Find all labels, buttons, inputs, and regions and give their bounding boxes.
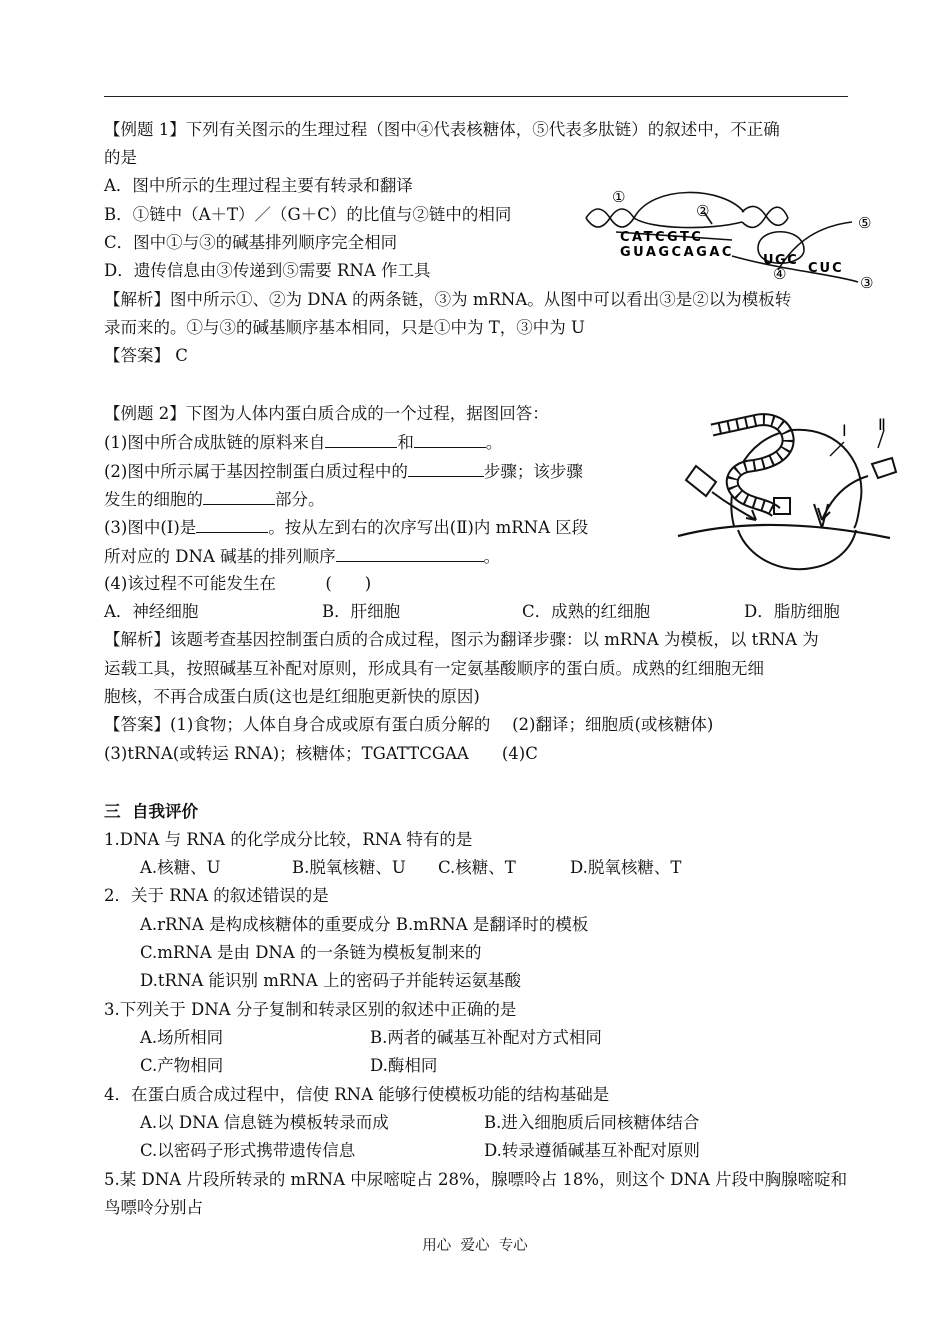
figure-seq-top: CATCGTC [620,230,704,245]
ex1-option-a: A．图中所示的生理过程主要有转录和翻译 [104,176,413,195]
q1-option-a: A.核糖、U [140,858,221,877]
figure-label-I: Ⅰ [842,421,847,440]
q1-stem: 1.DNA 与 RNA 的化学成分比较，RNA 特有的是 [104,830,473,849]
figure-label-2: ② [696,202,710,220]
header-rule [104,96,848,97]
q4-option-b: B.进入细胞质后同核糖体结合 [484,1113,700,1132]
ex2-q2: (2)图中所示属于基因控制蛋白质过程中的 步骤；该步骤 [104,462,583,481]
figure-label-3: ③ [860,274,874,290]
ex1-option-c: C．图中①与③的碱基排列顺序完全相同 [104,233,398,252]
figure-label-4: ④ [773,265,787,283]
ex2-choice-b: B．肝细胞 [322,602,401,621]
q3-option-b: B.两者的碱基互补配对方式相同 [370,1028,602,1047]
transcription-figure [582,178,882,290]
section-heading: 三 自我评价 [104,802,198,821]
ex2-choice-d: D．脂肪细胞 [744,602,840,621]
ex2-analysis-cont2: 胞核，不再合成蛋白质(这也是红细胞更新快的原因) [104,687,480,706]
ex2-q3-cont: 所对应的 DNA 碱基的排列顺序 。 [104,547,501,566]
q4-option-a: A.以 DNA 信息链为模板转录而成 [140,1113,389,1132]
ex2-analysis: 【解析】该题考查基因控制蛋白质的合成过程，图示为翻译步骤：以 mRNA 为模板，以 tRNA 为 [104,630,819,649]
ex2-choice-c: C．成熟的红细胞 [522,602,651,621]
blank[interactable] [196,517,268,533]
ex1-answer: 【答案】 C [104,346,188,365]
q4-option-c: C.以密码子形式携带遗传信息 [140,1141,356,1160]
q4-stem: 4．在蛋白质合成过程中，信使 RNA 能够行使模板功能的结构基础是 [104,1085,610,1104]
page-footer: 用心 爱心 专心 [422,1238,528,1254]
q5-stem: 5.某 DNA 片段所转录的 mRNA 中尿嘧啶占 28%，腺嘌呤占 18%，则这个 DNA 片段中胸腺嘧啶和 [104,1170,848,1189]
q2-stem: 2．关于 RNA 的叙述错误的是 [104,886,329,905]
ex2-q2-cont: 发生的细胞的 部分。 [104,490,325,509]
q5-stem-cont: 鸟嘌呤分别占 [104,1198,203,1217]
ex2-answer: 【答案】(1)食物；人体自身合成或原有蛋白质分解的 (2)翻译；细胞质(或核糖体) [104,715,714,734]
ex1-title-cont: 的是 [104,148,137,167]
blank[interactable] [336,546,484,562]
ex2-title: 【例题 2】下图为人体内蛋白质合成的一个过程，据图回答： [104,404,549,423]
translation-figure [672,408,902,588]
q3-option-a: A.场所相同 [140,1028,224,1047]
figure-label-II: Ⅱ [878,415,886,434]
blank[interactable] [414,432,486,448]
blank[interactable] [203,489,275,505]
ex2-q4: (4)该过程不可能发生在 ( ) [104,574,372,593]
q1-option-d: D.脱氧核糖、T [570,858,682,877]
ex1-analysis-cont: 录而来的。①与③的碱基顺序基本相同，只是①中为 T，③中为 U [104,318,585,337]
ex2-q3: (3)图中(Ⅰ)是 。按从左到右的次序写出(Ⅱ)内 mRNA 区段 [104,518,589,537]
q2-option-c: C.mRNA 是由 DNA 的一条链为模板复制来的 [140,943,482,962]
ex2-answer-cont: (3)tRNA(或转运 RNA)；核糖体；TGATTCGAA (4)C [104,744,538,763]
ex1-analysis: 【解析】图中所示①、②为 DNA 的两条链，③为 mRNA。从图中可以看出③是②以为模板转 [104,290,792,309]
blank[interactable] [325,432,397,448]
figure-seq-cuc: CUC [808,261,844,276]
figure-seq-bottom: GUAGCAGAC [620,245,734,260]
q4-option-d: D.转录遵循碱基互补配对原则 [484,1141,700,1160]
ex2-q1: (1)图中所合成肽链的原料来自 和 。 [104,433,503,452]
q3-option-c: C.产物相同 [140,1056,224,1075]
ex1-option-b: B．①链中（A＋T）／（G＋C）的比值与②链中的相同 [104,205,512,224]
figure-seq-ugc: UGC [763,253,799,268]
blank[interactable] [408,461,484,477]
ex1-title: 【例题 1】下列有关图示的生理过程（图中④代表核糖体，⑤代表多肽链）的叙述中，不正确 [104,120,780,139]
figure-label-5: ⑤ [858,214,872,232]
ex1-option-d: D．遗传信息由③传递到⑤需要 RNA 作工具 [104,261,431,280]
q2-option-d: D.tRNA 能识别 mRNA 上的密码子并能转运氨基酸 [140,971,521,990]
q2-option-ab: A.rRNA 是构成核糖体的重要成分 B.mRNA 是翻译时的模板 [140,915,589,934]
figure-label-1: ① [612,188,626,206]
q1-option-c: C.核糖、T [438,858,516,877]
q3-stem: 3.下列关于 DNA 分子复制和转录区别的叙述中正确的是 [104,1000,517,1019]
q1-option-b: B.脱氧核糖、U [292,858,406,877]
ex2-choice-a: A．神经细胞 [104,602,199,621]
ex2-analysis-cont: 运载工具，按照碱基互补配对原则，形成具有一定氨基酸顺序的蛋白质。成熟的红细胞无细 [104,659,764,678]
q3-option-d: D.酶相同 [370,1056,438,1075]
